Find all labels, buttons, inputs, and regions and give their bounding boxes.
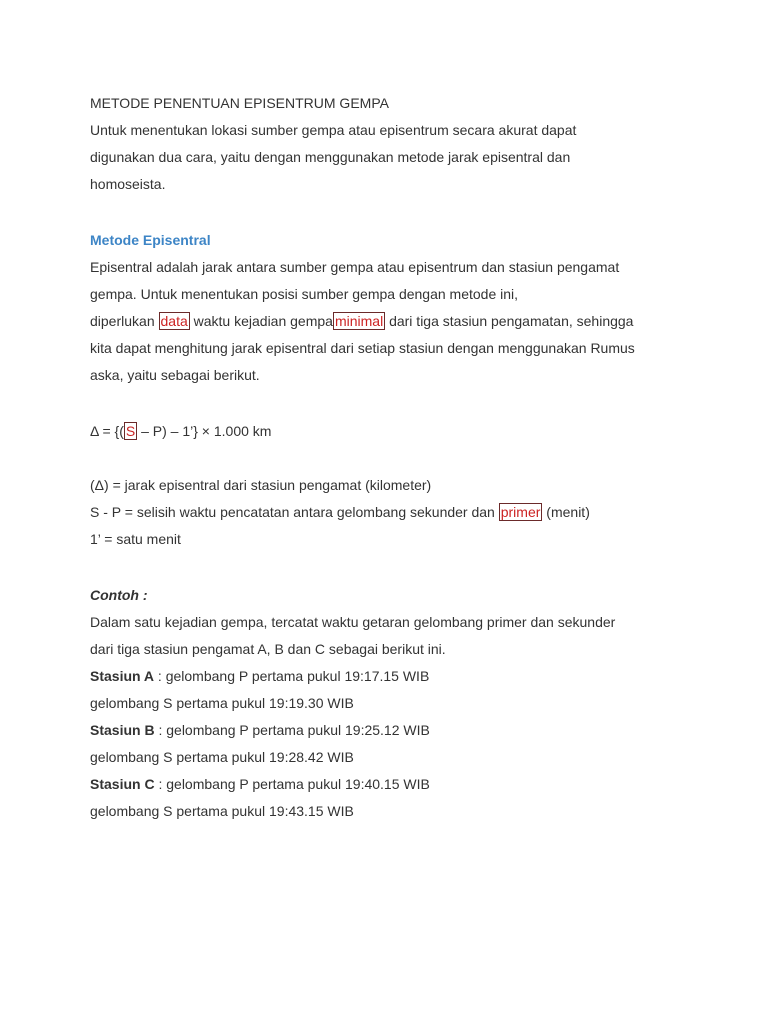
- intro-line-2: digunakan dua cara, yaitu dengan menggunakan metode jarak episentral dan: [90, 149, 571, 165]
- station-c-name: Stasiun C: [90, 776, 155, 792]
- document-title: METODE PENENTUAN EPISENTRUM GEMPA: [90, 95, 389, 111]
- section-heading: Metode Episentral: [90, 232, 211, 248]
- para1-text-b: waktu kejadian gempa: [189, 313, 333, 329]
- example-heading: Contoh :: [90, 587, 148, 603]
- spacer: [90, 390, 690, 419]
- definition-text-b: (menit): [542, 504, 590, 520]
- station-b-p-text: : gelombang P pertama pukul 19:25.12 WIB: [154, 722, 430, 738]
- para1-text-c: dari tiga stasiun pengamatan, sehingga: [385, 313, 634, 329]
- station-b-p: [90, 718, 690, 745]
- s-link[interactable]: S: [125, 423, 136, 439]
- data-link[interactable]: data: [160, 313, 188, 329]
- para1-line-4: kita dapat menghitung jarak episentral dari setiap stasiun dengan menggunakan Rumus: [90, 340, 635, 356]
- station-c-p: [90, 772, 690, 799]
- definition-delta: (Δ) = jarak episentral dari stasiun pengamat (kilometer): [90, 477, 432, 493]
- station-a-p: [90, 664, 690, 691]
- station-b-name: Stasiun B: [90, 722, 155, 738]
- station-a-name: Stasiun A: [90, 668, 155, 684]
- station-a-s: gelombang S pertama pukul 19:19.30 WIB: [90, 695, 354, 711]
- spacer: [90, 446, 690, 473]
- spacer: [90, 199, 690, 228]
- minimal-link[interactable]: minimal: [334, 313, 384, 329]
- station-b-s: gelombang S pertama pukul 19:28.42 WIB: [90, 749, 354, 765]
- para1-line-1: Episentral adalah jarak antara sumber gempa atau episentrum dan stasiun pengamat: [90, 259, 620, 275]
- formula: [90, 419, 690, 446]
- para1-line-3: [90, 309, 690, 336]
- formula-text-b: – P) – 1’} × 1.000 km: [137, 423, 272, 439]
- definition-s-p: [90, 500, 690, 527]
- station-c-s: gelombang S pertama pukul 19:43.15 WIB: [90, 803, 354, 819]
- formula-text-a: Δ = {(: [90, 423, 124, 439]
- example-line-2: dari tiga stasiun pengamat A, B dan C sebagai berikut ini.: [90, 641, 446, 657]
- intro-line-3: homoseista.: [90, 176, 166, 192]
- example-line-1: Dalam satu kejadian gempa, tercatat waktu getaran gelombang primer dan sekunder: [90, 614, 616, 630]
- definition-minute: 1’ = satu menit: [90, 531, 181, 547]
- spacer: [90, 554, 690, 583]
- para1-line-5: aska, yaitu sebagai berikut.: [90, 367, 260, 383]
- document-page: [90, 91, 690, 826]
- station-c-p-text: : gelombang P pertama pukul 19:40.15 WIB: [154, 776, 430, 792]
- para1-line-2: gempa. Untuk menentukan posisi sumber gempa dengan metode ini,: [90, 286, 519, 302]
- para1-text-a: diperlukan: [90, 313, 159, 329]
- definition-text-a: S - P = selisih waktu pencatatan antara gelombang sekunder dan: [90, 504, 499, 520]
- intro-line-1: Untuk menentukan lokasi sumber gempa atau episentrum secara akurat dapat: [90, 122, 577, 138]
- station-a-p-text: : gelombang P pertama pukul 19:17.15 WIB: [154, 668, 430, 684]
- primer-link[interactable]: primer: [500, 504, 541, 520]
